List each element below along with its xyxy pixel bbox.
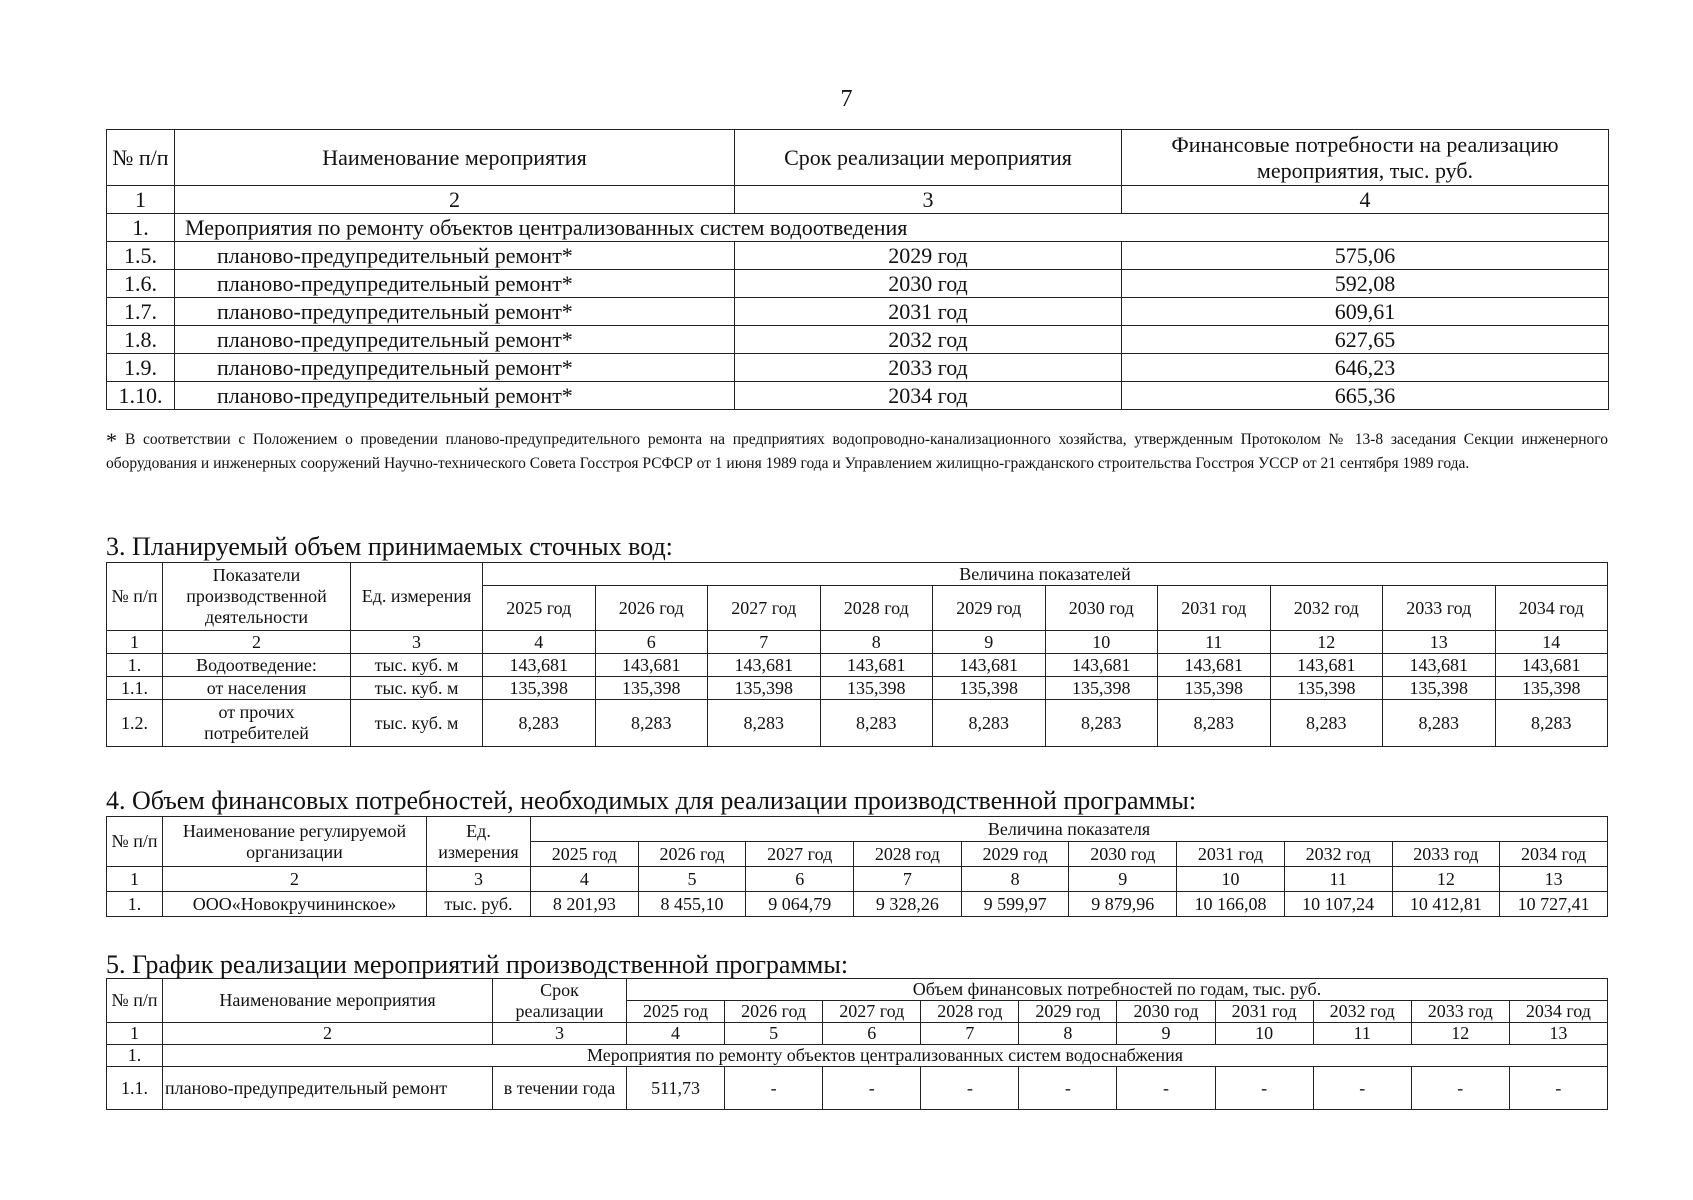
row-name: от населения (163, 677, 351, 700)
row-num: 1.1. (107, 677, 163, 700)
schedule-table (106, 978, 1608, 1110)
row-value: - (921, 1067, 1019, 1110)
row-unit: тыс. руб. (427, 892, 531, 917)
table-row (107, 270, 1609, 298)
wastewater-volume-table (106, 562, 1608, 747)
col-number: 5 (725, 1023, 823, 1045)
row-term: 2032 год (735, 326, 1122, 354)
row-value: 135,398 (1270, 677, 1383, 700)
table-row (107, 654, 1608, 677)
year-header: 2034 год (1509, 1001, 1607, 1023)
year-header: 2034 год (1495, 586, 1608, 631)
year-header: 2025 год (627, 1001, 725, 1023)
table-header-row (107, 979, 1608, 1001)
col-number: 2 (163, 631, 351, 654)
year-header: 2027 год (708, 586, 821, 631)
col-number: 4 (531, 867, 639, 892)
col-number: 3 (735, 186, 1122, 214)
col-number: 9 (1069, 867, 1177, 892)
row-name: планово-предупредительный ремонт (163, 1067, 493, 1110)
row-value: 8,283 (595, 700, 708, 747)
col-number: 11 (1313, 1023, 1411, 1045)
row-name: планово-предупредительный ремонт* (175, 298, 735, 326)
header-num: № п/п (107, 130, 175, 186)
year-header: 2032 год (1313, 1001, 1411, 1023)
table-header-row (107, 130, 1609, 186)
row-value: 143,681 (820, 654, 933, 677)
row-num: 1.10. (107, 382, 175, 410)
year-header: 2030 год (1069, 842, 1177, 867)
row-value: - (1117, 1067, 1215, 1110)
header-name: Наименование мероприятия (175, 130, 735, 186)
col-number: 12 (1411, 1023, 1509, 1045)
col-number: 13 (1509, 1023, 1607, 1045)
row-num: 1. (107, 892, 163, 917)
row-value: 8,283 (708, 700, 821, 747)
row-value: 592,08 (1122, 270, 1609, 298)
row-value: 10 107,24 (1284, 892, 1392, 917)
row-value: 143,681 (1158, 654, 1271, 677)
year-header: 2031 год (1215, 1001, 1313, 1023)
year-header: 2025 год (531, 842, 639, 867)
column-number-row (107, 867, 1608, 892)
row-value: 10 412,81 (1392, 892, 1500, 917)
col-number: 13 (1500, 867, 1608, 892)
year-header: 2033 год (1383, 586, 1496, 631)
header-term: Срок реализации мероприятия (735, 130, 1122, 186)
col-number: 7 (854, 867, 962, 892)
row-value: 8,283 (820, 700, 933, 747)
row-value: 135,398 (820, 677, 933, 700)
col-number: 9 (933, 631, 1046, 654)
year-header: 2030 год (1117, 1001, 1215, 1023)
row-unit: тыс. куб. м (351, 677, 483, 700)
year-header: 2028 год (921, 1001, 1019, 1023)
row-value: 9 599,97 (961, 892, 1069, 917)
row-value: - (1019, 1067, 1117, 1110)
row-org: ООО«Новокручининское» (163, 892, 427, 917)
row-num: 1.5. (107, 242, 175, 270)
row-value: 143,681 (708, 654, 821, 677)
col-number: 4 (627, 1023, 725, 1045)
header-unit: Ед. измерения (351, 563, 483, 631)
table-header-row (107, 563, 1608, 586)
col-number: 10 (1177, 867, 1285, 892)
year-header: 2028 год (820, 586, 933, 631)
row-value: 8,283 (1045, 700, 1158, 747)
footnote-star: * (106, 428, 117, 453)
header-num: № п/п (107, 979, 163, 1023)
row-value: 143,681 (1495, 654, 1608, 677)
footnote (106, 428, 1608, 475)
col-number: 3 (351, 631, 483, 654)
row-num: 1.7. (107, 298, 175, 326)
group-title: Мероприятия по ремонту объектов централизованных систем водоотведения (175, 214, 1609, 242)
col-number: 9 (1117, 1023, 1215, 1045)
year-header: 2027 год (746, 842, 854, 867)
row-name: от прочих потребителей (163, 700, 351, 747)
header-term: Срок реализации (493, 979, 627, 1023)
row-value: 143,681 (1270, 654, 1383, 677)
header-org: Наименование регулируемой организации (163, 817, 427, 867)
year-header: 2026 год (638, 842, 746, 867)
row-value: 135,398 (595, 677, 708, 700)
row-value: 135,398 (1383, 677, 1496, 700)
row-value: 135,398 (708, 677, 821, 700)
row-num: 1.9. (107, 354, 175, 382)
row-term: 2029 год (735, 242, 1122, 270)
row-name: планово-предупредительный ремонт* (175, 270, 735, 298)
col-number: 6 (595, 631, 708, 654)
col-number: 13 (1383, 631, 1496, 654)
header-finance: Финансовые потребности на реализацию мероприятия, тыс. руб. (1122, 130, 1609, 186)
header-indicator: Показатели производственной деятельности (163, 563, 351, 631)
header-value: Величина показателя (531, 817, 1608, 842)
group-num: 1. (107, 214, 175, 242)
col-number: 1 (107, 186, 175, 214)
row-term: в течении года (493, 1067, 627, 1110)
col-number: 4 (483, 631, 596, 654)
row-value: 9 879,96 (1069, 892, 1177, 917)
row-value: 10 727,41 (1500, 892, 1608, 917)
table-row (107, 326, 1609, 354)
table-row (107, 298, 1609, 326)
row-unit: тыс. куб. м (351, 654, 483, 677)
row-value: 143,681 (595, 654, 708, 677)
year-header: 2027 год (823, 1001, 921, 1023)
col-number: 10 (1215, 1023, 1313, 1045)
row-value: - (1215, 1067, 1313, 1110)
col-number: 12 (1270, 631, 1383, 654)
row-value: 8,283 (1383, 700, 1496, 747)
row-name: планово-предупредительный ремонт* (175, 354, 735, 382)
row-num: 1. (107, 654, 163, 677)
group-row (107, 214, 1609, 242)
row-value: - (823, 1067, 921, 1110)
row-value: 8,283 (1270, 700, 1383, 747)
row-value: 8,283 (483, 700, 596, 747)
row-value: 8 455,10 (638, 892, 746, 917)
table-row (107, 1067, 1608, 1110)
row-value: 10 166,08 (1177, 892, 1285, 917)
col-number: 8 (961, 867, 1069, 892)
col-number: 2 (175, 186, 735, 214)
year-header: 2025 год (483, 586, 596, 631)
row-value: 135,398 (1045, 677, 1158, 700)
year-header: 2032 год (1284, 842, 1392, 867)
row-value: 143,681 (933, 654, 1046, 677)
financial-needs-table (106, 816, 1608, 917)
col-number: 2 (163, 867, 427, 892)
col-number: 1 (107, 631, 163, 654)
row-value: 609,61 (1122, 298, 1609, 326)
table-row (107, 700, 1608, 747)
row-term: 2031 год (735, 298, 1122, 326)
group-title: Мероприятия по ремонту объектов централизованных систем водоснабжения (163, 1045, 1608, 1067)
row-name: планово-предупредительный ремонт* (175, 382, 735, 410)
column-number-row (107, 631, 1608, 654)
col-number: 6 (746, 867, 854, 892)
col-number: 2 (163, 1023, 493, 1045)
col-number: 1 (107, 1023, 163, 1045)
row-value: 143,681 (483, 654, 596, 677)
row-value: 9 064,79 (746, 892, 854, 917)
footnote-text: В соответствии с Положением о проведении планово-предупредительного ремонта на предприятиях водопроводно-канализационного хозяйства, утвержденным Протоколом № 13-8 заседания Секции инженерного оборудования и инженерных сооружений Научно-технического Совета Госстроя РСФСР от 1 июня 1989 года и Управлением жилищно-гражданского строительства Госстроя УССР от 21 сентября 1989 года. (106, 431, 1608, 472)
row-num: 1.1. (107, 1067, 163, 1110)
header-value: Объем финансовых потребностей по годам, тыс. руб. (627, 979, 1608, 1001)
col-number: 8 (820, 631, 933, 654)
table-row (107, 382, 1609, 410)
table-header-row (107, 817, 1608, 842)
group-num: 1. (107, 1045, 163, 1067)
col-number: 7 (921, 1023, 1019, 1045)
year-header: 2028 год (854, 842, 962, 867)
col-number: 14 (1495, 631, 1608, 654)
row-value: 575,06 (1122, 242, 1609, 270)
year-header: 2029 год (961, 842, 1069, 867)
section4-heading: 4. Объем финансовых потребностей, необходимых для реализации производственной программы: (106, 786, 1197, 815)
col-number: 11 (1158, 631, 1271, 654)
row-num: 1.6. (107, 270, 175, 298)
year-header: 2030 год (1045, 586, 1158, 631)
row-term: 2034 год (735, 382, 1122, 410)
year-header: 2026 год (725, 1001, 823, 1023)
row-name: Водоотведение: (163, 654, 351, 677)
row-value: - (1313, 1067, 1411, 1110)
header-unit: Ед. измерения (427, 817, 531, 867)
row-value: 8,283 (1495, 700, 1608, 747)
year-header: 2026 год (595, 586, 708, 631)
row-num: 1.2. (107, 700, 163, 747)
table-row (107, 354, 1609, 382)
row-term: 2033 год (735, 354, 1122, 382)
year-header: 2034 год (1500, 842, 1608, 867)
col-number: 12 (1392, 867, 1500, 892)
row-value: 9 328,26 (854, 892, 962, 917)
row-value: 135,398 (1495, 677, 1608, 700)
year-header: 2029 год (933, 586, 1046, 631)
year-header: 2033 год (1411, 1001, 1509, 1023)
row-value: 665,36 (1122, 382, 1609, 410)
row-value: - (725, 1067, 823, 1110)
row-value: 8 201,93 (531, 892, 639, 917)
row-value: 135,398 (483, 677, 596, 700)
col-number: 8 (1019, 1023, 1117, 1045)
year-header: 2032 год (1270, 586, 1383, 631)
page-number: 7 (840, 86, 853, 112)
row-name: планово-предупредительный ремонт* (175, 326, 735, 354)
col-number: 6 (823, 1023, 921, 1045)
section3-heading: 3. Планируемый объем принимаемых сточных вод: (106, 532, 673, 561)
row-num: 1.8. (107, 326, 175, 354)
header-num: № п/п (107, 563, 163, 631)
row-value: 627,65 (1122, 326, 1609, 354)
col-number: 4 (1122, 186, 1609, 214)
year-header: 2031 год (1177, 842, 1285, 867)
col-number: 10 (1045, 631, 1158, 654)
row-value: - (1411, 1067, 1509, 1110)
column-number-row (107, 1023, 1608, 1045)
col-number: 1 (107, 867, 163, 892)
table-row (107, 892, 1608, 917)
year-header: 2029 год (1019, 1001, 1117, 1023)
year-header: 2033 год (1392, 842, 1500, 867)
row-value: - (1509, 1067, 1607, 1110)
row-value: 135,398 (933, 677, 1046, 700)
row-value: 135,398 (1158, 677, 1271, 700)
col-number: 11 (1284, 867, 1392, 892)
col-number: 3 (493, 1023, 627, 1045)
row-value: 143,681 (1045, 654, 1158, 677)
row-term: 2030 год (735, 270, 1122, 298)
section5-heading: 5. График реализации мероприятий производственной программы: (106, 950, 849, 979)
group-row (107, 1045, 1608, 1067)
col-number: 7 (708, 631, 821, 654)
table-row (107, 242, 1609, 270)
row-value: 8,283 (1158, 700, 1271, 747)
header-name: Наименование мероприятия (163, 979, 493, 1023)
row-value: 8,283 (933, 700, 1046, 747)
column-number-row (107, 186, 1609, 214)
row-value: 511,73 (627, 1067, 725, 1110)
header-value: Величина показателей (483, 563, 1608, 586)
row-name: планово-предупредительный ремонт* (175, 242, 735, 270)
header-num: № п/п (107, 817, 163, 867)
year-header: 2031 год (1158, 586, 1271, 631)
repair-measures-table (106, 129, 1609, 410)
col-number: 3 (427, 867, 531, 892)
table-row (107, 677, 1608, 700)
row-unit: тыс. куб. м (351, 700, 483, 747)
row-value: 143,681 (1383, 654, 1496, 677)
col-number: 5 (638, 867, 746, 892)
row-value: 646,23 (1122, 354, 1609, 382)
